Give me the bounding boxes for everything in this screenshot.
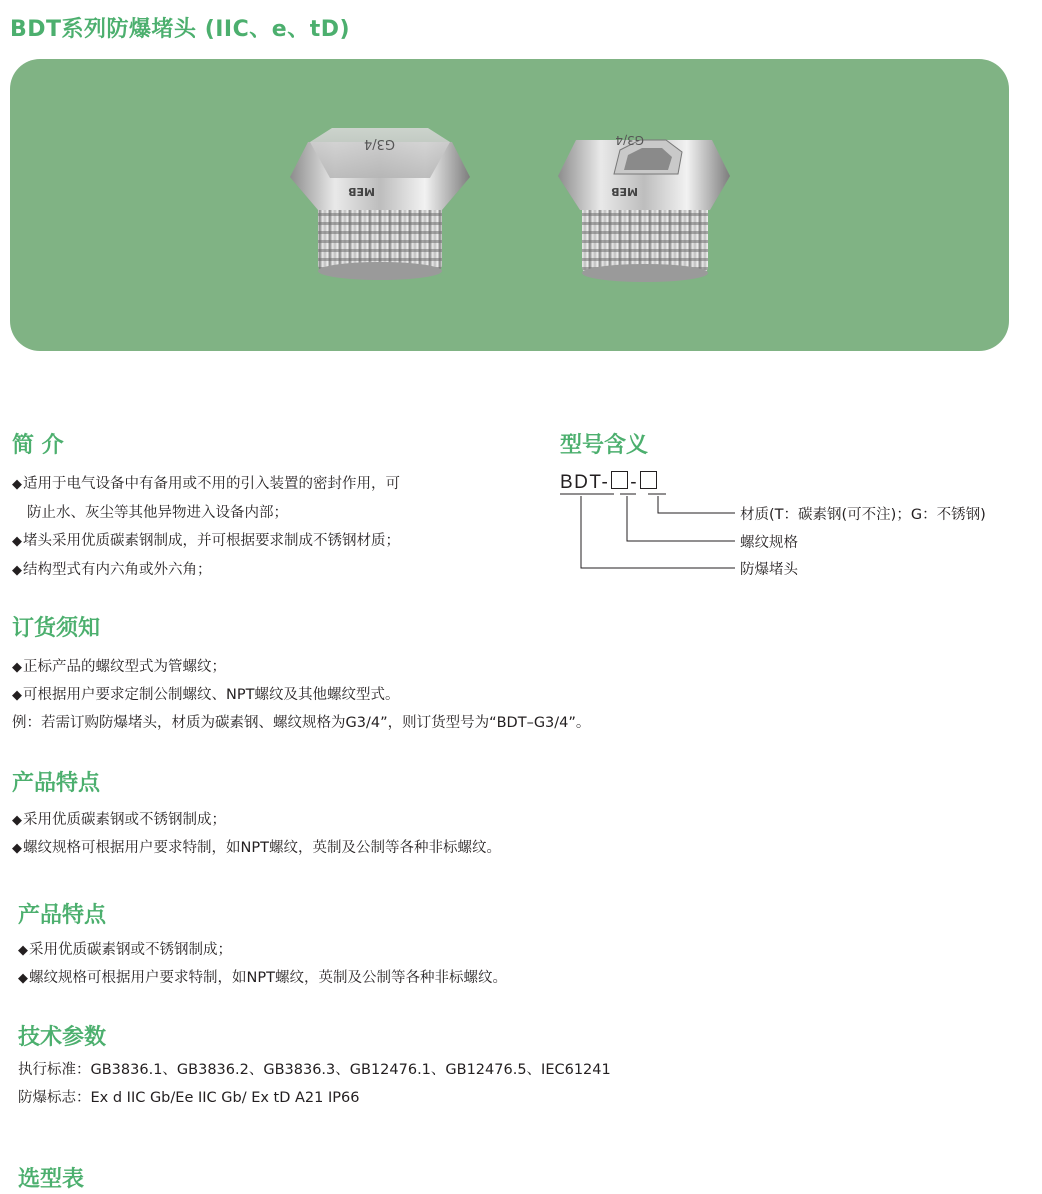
feature-item: ◆ 螺纹规格可根据用户要求特制，如NPT螺纹，英制及公制等各种非标螺纹。	[12, 838, 501, 859]
feature-item: ◆ 采用优质碳素钢或不锈钢制成；	[18, 940, 232, 961]
selection-heading: 选型表	[18, 1167, 85, 1192]
plug-right-brand: MEB	[611, 185, 638, 198]
tech-standard: 执行标准：GB3836.1、GB3836.2、GB3836.3、GB12476.1、GB12476.5、IEC61241	[18, 1062, 611, 1078]
ordering-example: 例：若需订购防爆堵头，材质为碳素钢、螺纹规格为G3/4”，则订货型号为“BDT–G3/4”。	[12, 715, 591, 731]
intro-item: ◆ 适用于电气设备中有备用或不用的引入装置的密封作用，可	[12, 474, 482, 495]
model-heading: 型号含义	[560, 433, 649, 458]
plug-left-marking: G3/4	[364, 136, 395, 151]
model-code-separator: -	[630, 472, 639, 493]
ordering-item: ◆ 正标产品的螺纹型式为管螺纹；	[12, 657, 226, 678]
ordering-heading: 订货须知	[12, 616, 101, 641]
plug-left-brand: MEB	[348, 185, 375, 198]
feature-item: ◆ 螺纹规格可根据用户要求特制，如NPT螺纹，英制及公制等各种非标螺纹。	[18, 968, 507, 989]
features-heading: 产品特点	[18, 903, 107, 928]
tech-heading: 技术参数	[18, 1025, 107, 1050]
intro-item: ◆ 堵头采用优质碳素钢制成，并可根据要求制成不锈钢材质；	[12, 531, 482, 552]
intro-heading: 简 介	[12, 433, 64, 458]
feature-item: ◆ 采用优质碳素钢或不锈钢制成；	[12, 810, 226, 831]
legend-explosion-proof-plug: 防爆堵头	[740, 562, 798, 578]
intro-item: 防止水、灰尘等其他异物进入设备内部；	[27, 505, 288, 521]
legend-material: 材质(T：碳素钢(可不注)；G：不锈钢)	[740, 507, 986, 523]
tech-marking: 防爆标志：Ex d IIC Gb/Ee IIC Gb/ Ex tD A21 IP66	[18, 1090, 360, 1106]
model-code-prefix: BDT-	[560, 472, 610, 493]
page-title: BDT系列防爆堵头 (IIC、e、tD)	[10, 17, 351, 42]
legend-thread-spec: 螺纹规格	[740, 535, 798, 551]
plug-right-marking: G3/4	[615, 133, 644, 147]
features-heading: 产品特点	[12, 771, 101, 796]
ordering-item: ◆ 可根据用户要求定制公制螺纹、NPT螺纹及其他螺纹型式。	[12, 685, 399, 706]
intro-item: ◆ 结构型式有内六角或外六角；	[12, 560, 482, 581]
